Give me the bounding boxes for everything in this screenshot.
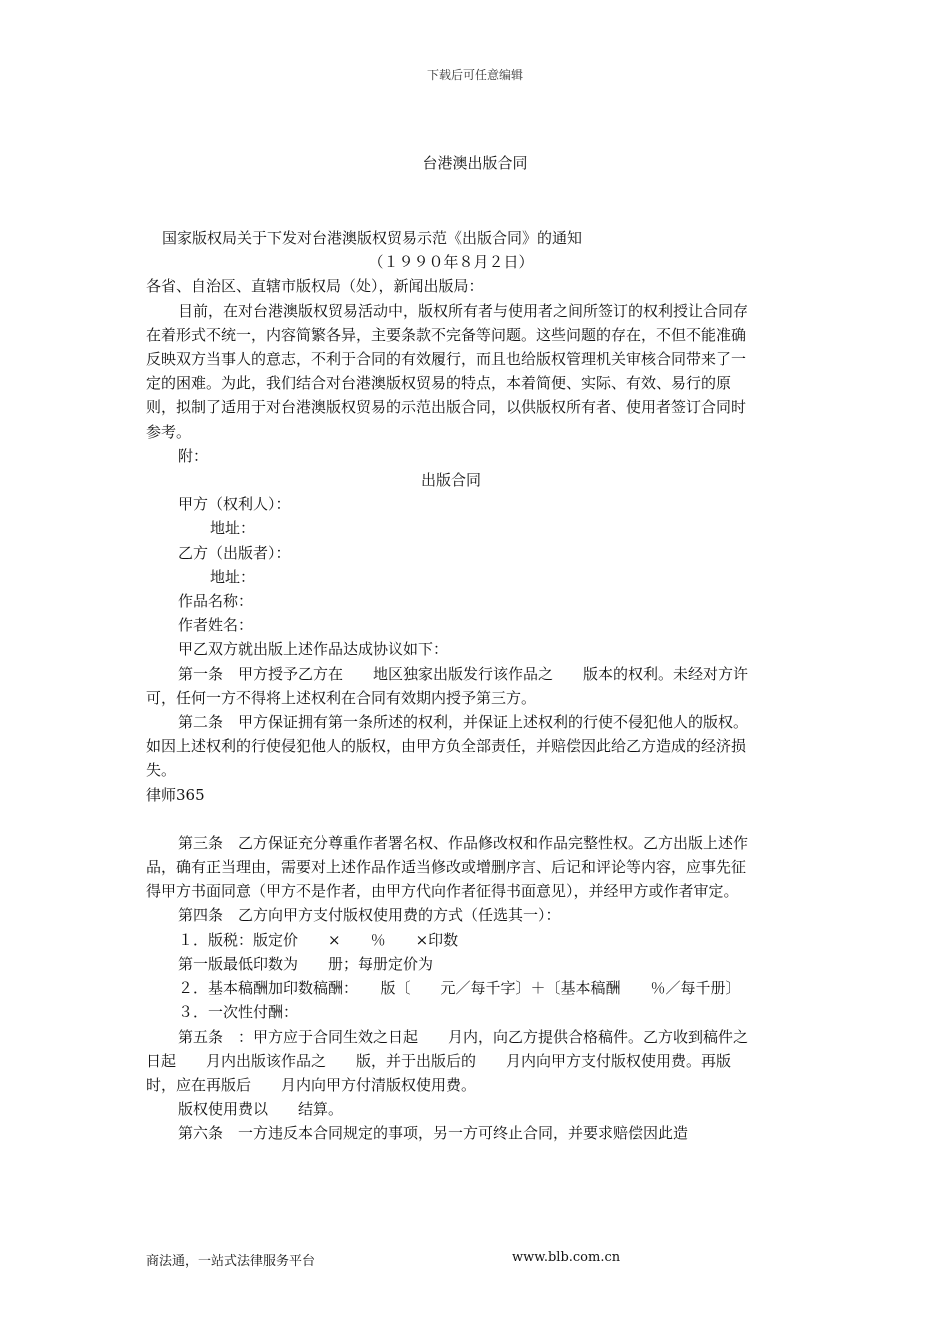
work-name: 作品名称： (178, 592, 254, 611)
document-body (146, 226, 756, 1146)
article-5: 第五条 ：甲方应于合同生效之日起 月内，向乙方提供合格稿件。乙方收到稿件之日起 月内出版该作品之 版，并于出版后的 月内向甲方支付版权使用费。再版时，应在再版后 月内向甲方付清版权使用费。 (146, 1027, 749, 1094)
notice-addressee: 各省、自治区、直辖市版权局（处），新闻出版局： (146, 277, 484, 296)
contract-title: 出版合同 (420, 471, 481, 490)
address-b: 地址： (210, 567, 256, 586)
address-a: 地址： (210, 519, 256, 538)
footer-left: 商法通，一站式法律服务平台 (146, 1254, 316, 1269)
article-3: 第三条 乙方保证充分尊重作者署名权、作品修改权和作品完整性权。乙方出版上述作品，确有正当理由，需要对上述作品作适当修改或增删序言、后记和评论等内容，应事先征得甲方书面同意（甲方不是作者，由甲方代向作者征得书面意见），并经甲方或作者审定。 (146, 833, 749, 901)
article-6: 第六条 一方违反本合同规定的事项，另一方可终止合同，并要求赔偿因此造 (178, 1124, 689, 1143)
notice-heading: 国家版权局关于下发对台港澳版权贸易示范《出版合同》的通知 (162, 229, 583, 247)
author-name: 作者姓名： (178, 616, 254, 635)
party-a: 甲方（权利人）： (178, 495, 291, 514)
article-4: 第四条 乙方向甲方支付版权使用费的方式（任选其一）： (178, 906, 561, 925)
option-2: ２．基本稿酬加印数稿酬： 版〔 元／每千字〕＋〔基本稿酬 ％／每千册〕 (178, 979, 741, 998)
option-1-detail: 第一版最低印数为 册；每册定价为 (178, 954, 434, 973)
document-title: 台港澳出版合同 (422, 154, 528, 172)
option-1: １．版税：版定价 × ％ ×印数 (178, 930, 459, 949)
spacer (146, 807, 756, 831)
option-3: ３．一次性付酬： (178, 1003, 299, 1022)
footer-url: www.blb.com.cn (512, 1250, 621, 1265)
settlement: 版权使用费以 结算。 (178, 1100, 344, 1119)
article-1: 第一条 甲方授予乙方在 地区独家出版发行该作品之 版本的权利。未经对方许可，任何一方不得将上述权利在合同有效期内授予第三方。 (146, 664, 749, 707)
party-b: 乙方（出版者）： (178, 543, 291, 562)
agreement-intro: 甲乙双方就出版上述作品达成协议如下： (178, 640, 449, 659)
watermark-text: 律师365 (146, 785, 205, 804)
notice-body: 目前，在对台港澳版权贸易活动中，版权所有者与使用者之间所签订的权利授让合同存在着形式不统一，内容简繁各异，主要条款不完备等问题。这些问题的存在，不但不能准确反映双方当事人的意志，不利于合同的有效履行，而且也给版权管理机关审核合同带来了一定的困难。为此，我们结合对台港澳版权贸易的特点，本着简便、实际、有效、易行的原则，拟制了适用于对台港澳版权贸易的示范出版合同，以供版权所有者、使用者签订合同时参考。 (146, 301, 749, 441)
notice-date: （１９９０年８月２日） (368, 253, 534, 272)
header-note: 下载后可任意编辑 (426, 68, 523, 82)
article-2: 第二条 甲方保证拥有第一条所述的权利，并保证上述权利的行使不侵犯他人的版权。如因上述权利的行使侵犯他人的版权，由甲方负全部责任，并赔偿因此给乙方造成的经济损失。 (146, 713, 749, 780)
notice-attach: 附： (178, 446, 209, 465)
